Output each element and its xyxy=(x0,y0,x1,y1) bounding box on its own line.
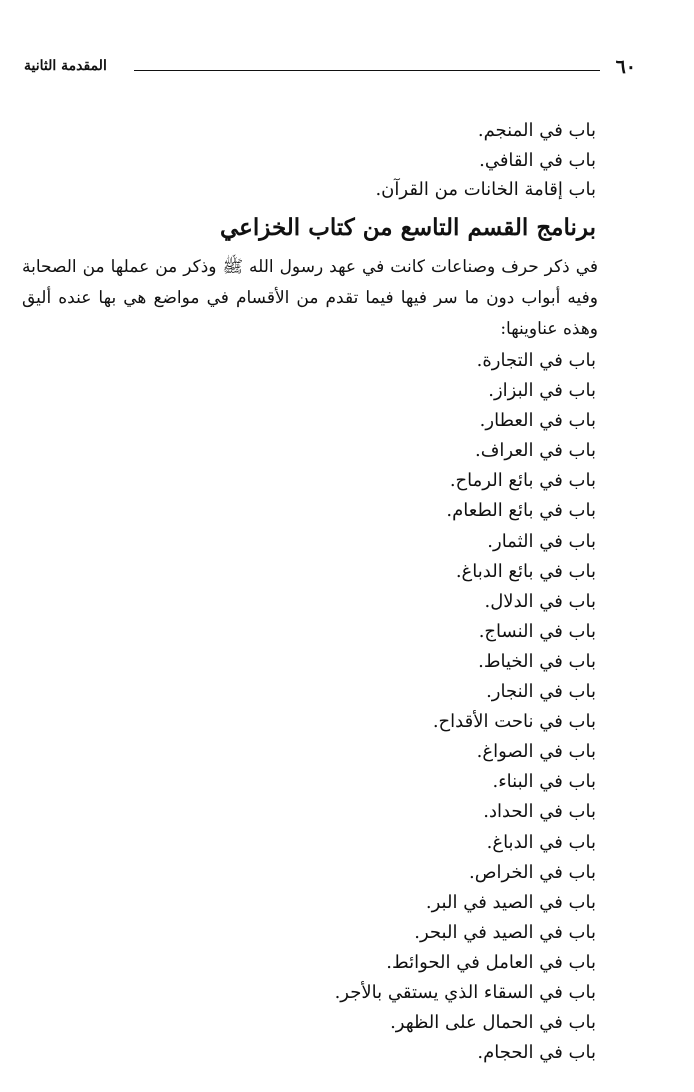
list-item: باب في الصيد في البر. xyxy=(425,891,596,913)
list-item: باب في العامل في الحوائط. xyxy=(386,951,596,973)
list-item: باب في البزاز. xyxy=(488,380,596,402)
list-item: باب إقامة الخانات من القرآن. xyxy=(375,179,596,200)
list-item: باب في المنجم. xyxy=(477,120,596,141)
intro-paragraph: في ذكر حرف وصناعات كانت في عهد رسول الله ﷺ وذكر من عملها من الصحابة وفيه أبواب دون ما سر فيها فيما تقدم من الأقسام في مواضع هي بها عنده أليق وهذه عناوينها: xyxy=(22,257,598,339)
list-item: باب في الخراص. xyxy=(468,861,596,883)
list-item: باب في بائع الدباغ. xyxy=(455,560,596,582)
list-item: باب في النجار. xyxy=(486,681,596,703)
list-item: باب في البناء. xyxy=(492,771,596,793)
list-item: باب في الخياط. xyxy=(478,650,596,672)
list-item: باب في الدلال. xyxy=(484,590,596,612)
list-item: باب في النساج. xyxy=(478,620,596,642)
list-item: باب في ناحت الأقداح. xyxy=(432,711,596,733)
running-title: المقدمة الثانية xyxy=(24,58,107,74)
page-number: ٦٠ xyxy=(615,56,636,78)
list-item: باب في الثمار. xyxy=(487,530,596,552)
section-heading: برنامج القسم التاسع من كتاب الخزاعي xyxy=(219,214,596,241)
list-item: باب في الصيد في البحر. xyxy=(414,921,596,943)
list-item: باب في الحداد. xyxy=(483,801,596,823)
list-item: باب في بائع الرماح. xyxy=(449,470,596,492)
list-item: باب في العراف. xyxy=(475,440,596,462)
intro-chapter-list xyxy=(375,116,596,205)
list-item: باب في الدباغ. xyxy=(486,831,596,853)
running-header xyxy=(24,54,636,80)
list-item: باب في الحجام. xyxy=(477,1042,596,1064)
header-rule xyxy=(134,70,600,71)
chapter-list xyxy=(335,346,596,1068)
list-item: باب في الصواغ. xyxy=(476,741,596,763)
list-item: باب في الحمال على الظهر. xyxy=(390,1012,596,1034)
list-item: باب في بائع الطعام. xyxy=(446,500,596,522)
list-item: باب في العطار. xyxy=(479,410,596,432)
list-item: باب في السقاء الذي يستقي بالأجر. xyxy=(334,981,596,1003)
list-item: باب في التجارة. xyxy=(476,350,596,371)
list-item: باب في القافي. xyxy=(479,149,596,171)
